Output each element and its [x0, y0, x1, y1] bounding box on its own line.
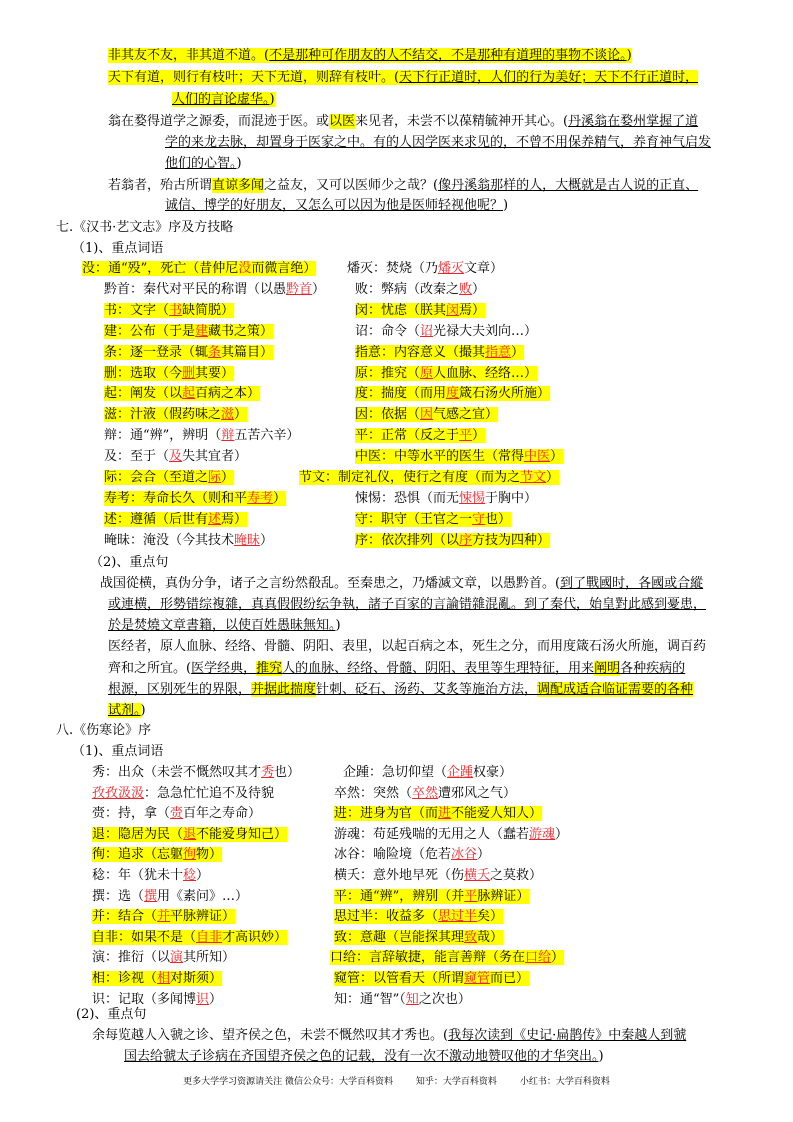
vocab-entry: 退：隐居为民（退不能爱身知己）	[92, 826, 288, 842]
vocab-entry: 守：职守（王官之一守也）	[355, 511, 512, 527]
vocab-entry: 知：通“智”（知之次也）	[334, 991, 471, 1007]
example-keyword: 燔灭	[438, 261, 465, 276]
page-footer	[0, 1076, 793, 1088]
example-keyword: 诏	[420, 323, 434, 339]
vocab-entry: 思过半：收益多（思过半矣）	[334, 909, 504, 925]
example-keyword: 滋	[221, 407, 235, 423]
example-keyword: 撰	[144, 888, 158, 904]
vocab-entry: 原：推究（原人血脉、经络…）	[355, 365, 538, 381]
highlighted-term: 直谅多闻	[212, 178, 265, 193]
vocab-entry: 稔：年（犹未十稔）	[92, 868, 210, 883]
example-keyword: 中医	[524, 449, 551, 465]
para-line: 他们的心智。)	[165, 156, 242, 171]
vocab-entry: 黔首：秦代对平民的称谓（以愚黔首）	[104, 281, 326, 297]
para-line: 根源，区别死生的界限，并据此揣度针刺、砭石、汤药、艾炙等施治方法，调配成适合临证需要的各种	[108, 682, 694, 697]
vocab-entry: 进：进身为官（而进不能爱人知人）	[334, 806, 543, 822]
highlighted-term: 并据此揣度	[251, 682, 317, 697]
example-keyword: 游魂	[529, 826, 556, 842]
example-keyword: 冰谷	[451, 847, 478, 863]
vocab-entry: 滋：汁液（假药味之滋）	[104, 407, 248, 423]
translation-text: 国去给虢太子诊病在齐国望齐侯之色的记载，没有一次不激动地赞叹他的才华突出。	[124, 1049, 599, 1064]
example-keyword: 口给	[525, 950, 552, 966]
example-keyword: 孜孜汲汲	[92, 785, 145, 801]
vocab-entry: 条：逐一登录（辄条其篇目）	[104, 344, 274, 360]
translation-text: 到了戰國时，各國或合縱	[560, 576, 704, 591]
vocab-entry: 晻昧：淹没（今其技术晻昧）	[104, 532, 274, 548]
para-line: 诚信、博学的好朋友，又怎么可以因为他是医师轻视他呢？)	[165, 198, 509, 213]
vocab-entry: 平：通“辨”，辨别（并平脉辨证）	[334, 888, 530, 904]
vocab-entry: 诏：命令（诏光禄大夫刘向…）	[355, 323, 538, 339]
example-keyword: 节文	[520, 470, 547, 485]
vocab-entry: 游魂：苟延残喘的无用之人（蠢若游魂）	[334, 826, 569, 842]
example-keyword: 悚惕	[459, 490, 486, 506]
example-keyword: 原	[420, 365, 434, 381]
example-keyword: 晻昧	[234, 532, 261, 548]
translation-text: 於是焚燒文章書籍，以使百姓愚昧無知。	[108, 618, 336, 633]
translation-text: 他们的心智。	[165, 156, 237, 171]
vocab-entry: 指意：内容意义（撮其指意）	[355, 344, 525, 360]
vocab-entry: 际：会合（至道之际）	[104, 470, 235, 485]
example-keyword: 稔	[183, 868, 197, 883]
translation-text: 人们的言论虚华。	[172, 92, 270, 107]
highlighted-term: 调配成适合临证需要的各种	[537, 682, 694, 697]
quote-text: 天下有道，则行有枝叶；天下无道，则辞有枝叶。(	[108, 70, 400, 85]
example-keyword: 述	[208, 511, 222, 527]
vocab-entry: 中医：中等水平的医生（常得中医）	[355, 449, 564, 465]
translation-text: 不是那种可作朋友的人不结交，不是那种有道理的事物不谈论。	[269, 48, 627, 63]
example-keyword: 书	[169, 302, 183, 318]
vocab-entry: 闵：忧虑（朕其闵焉）	[355, 302, 486, 318]
translation-text: 丹溪翁在婺州掌握了道	[568, 114, 699, 129]
para-line: 於是焚燒文章書籍，以使百姓愚昧無知。)	[108, 618, 341, 633]
para-line	[108, 596, 706, 613]
vocab-entry: 序：依次排列（以序方技为四种）	[355, 532, 551, 548]
vocab-entry: 建：公布（于是建藏书之策）	[104, 323, 274, 339]
example-keyword: 起	[182, 386, 196, 402]
example-keyword: 识	[196, 991, 210, 1007]
vocab-entry: 悚惕：恐惧（而无悚惕于胸中）	[355, 490, 538, 506]
vocab-entry: 赍：持，拿（赍百年之寿命）	[92, 806, 262, 822]
highlighted-term: 推究	[256, 661, 283, 676]
example-keyword: 进	[438, 806, 452, 822]
para-line: 医经者，原人血脉、经络、骨髓、阴阳、表里，以起百病之本，死生之分，而用度箴石汤火所施，调百药	[108, 639, 707, 654]
vocab-entry: 卒然：突然（卒然遭邪风之气）	[334, 785, 517, 801]
highlighted-term: 阐明	[594, 661, 621, 676]
example-keyword: 守	[472, 511, 486, 527]
translation-text: 学的来龙去脉，却置身于医家之中。有的人因学医来求见的，不曾不用保养精气，养育神气启发	[165, 135, 712, 150]
para-line: 齊和之所宜。(医学经典，推究人的血脉、经络、骨髓、阴阳、表里等生理特征，用来阐明各种疾病的	[108, 661, 686, 676]
footer-zhihu: 知乎：大学百科资料	[415, 1077, 497, 1087]
example-keyword: 条	[208, 344, 222, 360]
para-line	[108, 69, 698, 86]
section-heading: 七.《汉书·艺文志》序及方技略	[56, 220, 234, 235]
vocab-entry: 节文：制定礼仪，使行之有度（而为之节文）	[299, 470, 560, 485]
example-keyword: 致	[464, 929, 478, 945]
vocab-entry: 辩：通“辨”，辨明（辩五苦六辛）	[104, 428, 300, 444]
subsection-heading: （2)、重点句	[90, 555, 169, 570]
example-keyword: 建	[195, 323, 209, 339]
para-line: 战国從横，真伪分争，诸子之言纷然殽乱。至秦患之，乃燔滅文章，以愚黔首。(到了戰國时，各國或合縱	[100, 576, 704, 591]
vocab-entry: 没：通“殁”，死亡（昔仲尼没而微言绝）	[82, 261, 317, 276]
vocab-entry: 及：至于（及失其宜者）	[104, 449, 248, 465]
example-keyword: 际	[208, 470, 222, 485]
example-keyword: 思过半	[438, 909, 478, 925]
example-keyword: 演	[170, 950, 184, 966]
translation-text: 我每次读到《史记·扁鹊传》中秦越人到虢	[448, 1028, 687, 1043]
vocab-entry: 致：意趣（岂能探其理致哉）	[334, 929, 504, 945]
highlighted-term: 以医	[329, 114, 356, 129]
translation-text: 诚信、博学的好朋友，又怎么可以因为他是医师轻视他呢？	[165, 198, 504, 213]
example-keyword: 窥管	[464, 971, 491, 986]
example-keyword: 败	[459, 281, 473, 297]
vocab-entry: 并：结合（并平脉辨证）	[92, 909, 236, 925]
para-line	[165, 134, 711, 151]
example-keyword: 徇	[183, 847, 197, 863]
vocab-entry: 冰谷：喻险境（危若冰谷）	[334, 847, 491, 863]
vocab-entry: 燔灭：焚烧（乃燔灭文章）	[347, 261, 504, 276]
vocab-entry: 窥管：以管看天（所谓窥管而已）	[334, 971, 530, 986]
example-keyword: 删	[182, 365, 196, 381]
example-keyword: 自非	[196, 929, 223, 945]
example-keyword: 平	[464, 888, 478, 904]
footer-wechat: 更多大学学习资源请关注 微信公众号：大学百科资料	[183, 1077, 394, 1087]
vocab-entry: 徇：追求（忘躯徇物）	[92, 847, 223, 863]
example-keyword: 没	[238, 261, 252, 276]
para-line: 人们的言论虚华。)	[172, 92, 275, 107]
vocab-entry: 败：弊病（改秦之败）	[355, 281, 486, 297]
subsection-heading: (2)、重点句	[76, 1007, 147, 1022]
example-keyword: 因	[420, 407, 434, 423]
vocab-entry: 平：正常（反之于平）	[355, 428, 486, 444]
example-keyword: 并	[157, 909, 171, 925]
para-line: 非其友不友，非其道不道。(不是那种可作朋友的人不结交，不是那种有道理的事物不谈论。)	[108, 48, 632, 63]
vocab-entry: 相：诊视（相对斯须）	[92, 971, 223, 986]
vocab-entry: 删：选取（今删其要）	[104, 365, 235, 381]
section-heading: 八.《伤寒论》序	[56, 723, 152, 738]
vocab-entry: 企踵：急切仰望（企踵权豪）	[343, 765, 513, 780]
para-line: 翁在婺得道学之源委，而混迹于医。或以医来见者，未尝不以葆精毓神开其心。(丹溪翁在婺州掌握了道	[108, 114, 699, 129]
example-keyword: 横夭	[464, 868, 491, 883]
example-keyword: 知	[405, 991, 419, 1007]
vocab-entry: 起：阐发（以起百病之本）	[104, 386, 261, 402]
example-keyword: 黔首	[286, 281, 313, 297]
example-keyword: 卒然	[412, 785, 439, 801]
subsection-heading: （1)、重点词语	[72, 744, 164, 759]
translation-text: 或連横，形勢错综複雜，真真假假纷纭争執，諸子百家的言論错雜混亂。到了秦代，始皇對此感到憂患，	[108, 597, 707, 612]
example-keyword: 相	[157, 971, 171, 986]
example-keyword: 及	[169, 449, 183, 465]
example-keyword: 赍	[170, 806, 184, 822]
footer-xiaohongshu: 小红书：大学百科资料	[519, 1077, 610, 1087]
vocab-entry: 寿考：寿命长久（则和平寿考）	[104, 490, 287, 506]
example-keyword: 度	[446, 386, 460, 402]
example-keyword: 序	[459, 532, 473, 548]
vocab-entry: 因：依据（因气感之宜）	[355, 407, 499, 423]
example-keyword: 企踵	[447, 765, 474, 780]
vocab-entry: 述：遵循（后世有述焉）	[104, 511, 248, 527]
example-keyword: 退	[183, 826, 197, 842]
vocab-entry: 秀：出众（未尝不慨然叹其才秀也）	[92, 765, 301, 780]
translation-text: 像丹溪翁那样的人，大概就是古人说的正直、	[438, 178, 699, 193]
vocab-entry: 孜孜汲汲：急急忙忙追不及待貌	[92, 785, 275, 801]
translation-text: 天下行正道时，人们的行为美好；天下不行正道时，	[399, 70, 699, 85]
vocab-entry: 自非：如果不是（自非才高识妙）	[92, 929, 288, 945]
example-keyword: 闵	[446, 302, 460, 318]
para-line: 若翁者，殆古所谓直谅多闻之益友，又可以医师少之哉？(像丹溪翁那样的人，大概就是古人说的正直、	[108, 178, 699, 193]
vocab-entry: 识：记取（多闻博识）	[92, 991, 223, 1007]
para-line: 国去给虢太子诊病在齐国望齐侯之色的记载，没有一次不激动地赞叹他的才华突出。)	[124, 1049, 604, 1064]
vocab-entry: 书：文字（书缺简脱）	[104, 302, 235, 318]
example-keyword: 寿考	[247, 490, 274, 506]
vocab-entry: 度：揣度（而用度箴石汤火所施）	[355, 386, 551, 402]
example-keyword: 辩	[221, 428, 235, 444]
example-keyword: 平	[459, 428, 473, 444]
example-keyword: 指意	[485, 344, 512, 360]
vocab-entry: 横夭：意外地早死（伤横夭之莫救）	[334, 868, 543, 883]
subsection-heading: （1)、重点词语	[72, 241, 164, 256]
vocab-entry: 演：推衍（以演其所知）	[92, 950, 236, 966]
para-line: 试剂。)	[108, 703, 146, 718]
example-keyword: 秀	[261, 765, 275, 780]
vocab-entry: 口给：言辞敏捷，能言善辩（务在口给）	[330, 950, 565, 966]
quote-text: 非其友不友，非其道不道。(	[108, 48, 270, 63]
vocab-entry: 撰：选（撰用《素问》…）	[92, 888, 249, 904]
para-line: 余每览越人入虢之诊、望齐侯之色，未尝不慨然叹其才秀也。(我每次读到《史记·扁鹊传》中秦越人到虢	[92, 1028, 687, 1043]
